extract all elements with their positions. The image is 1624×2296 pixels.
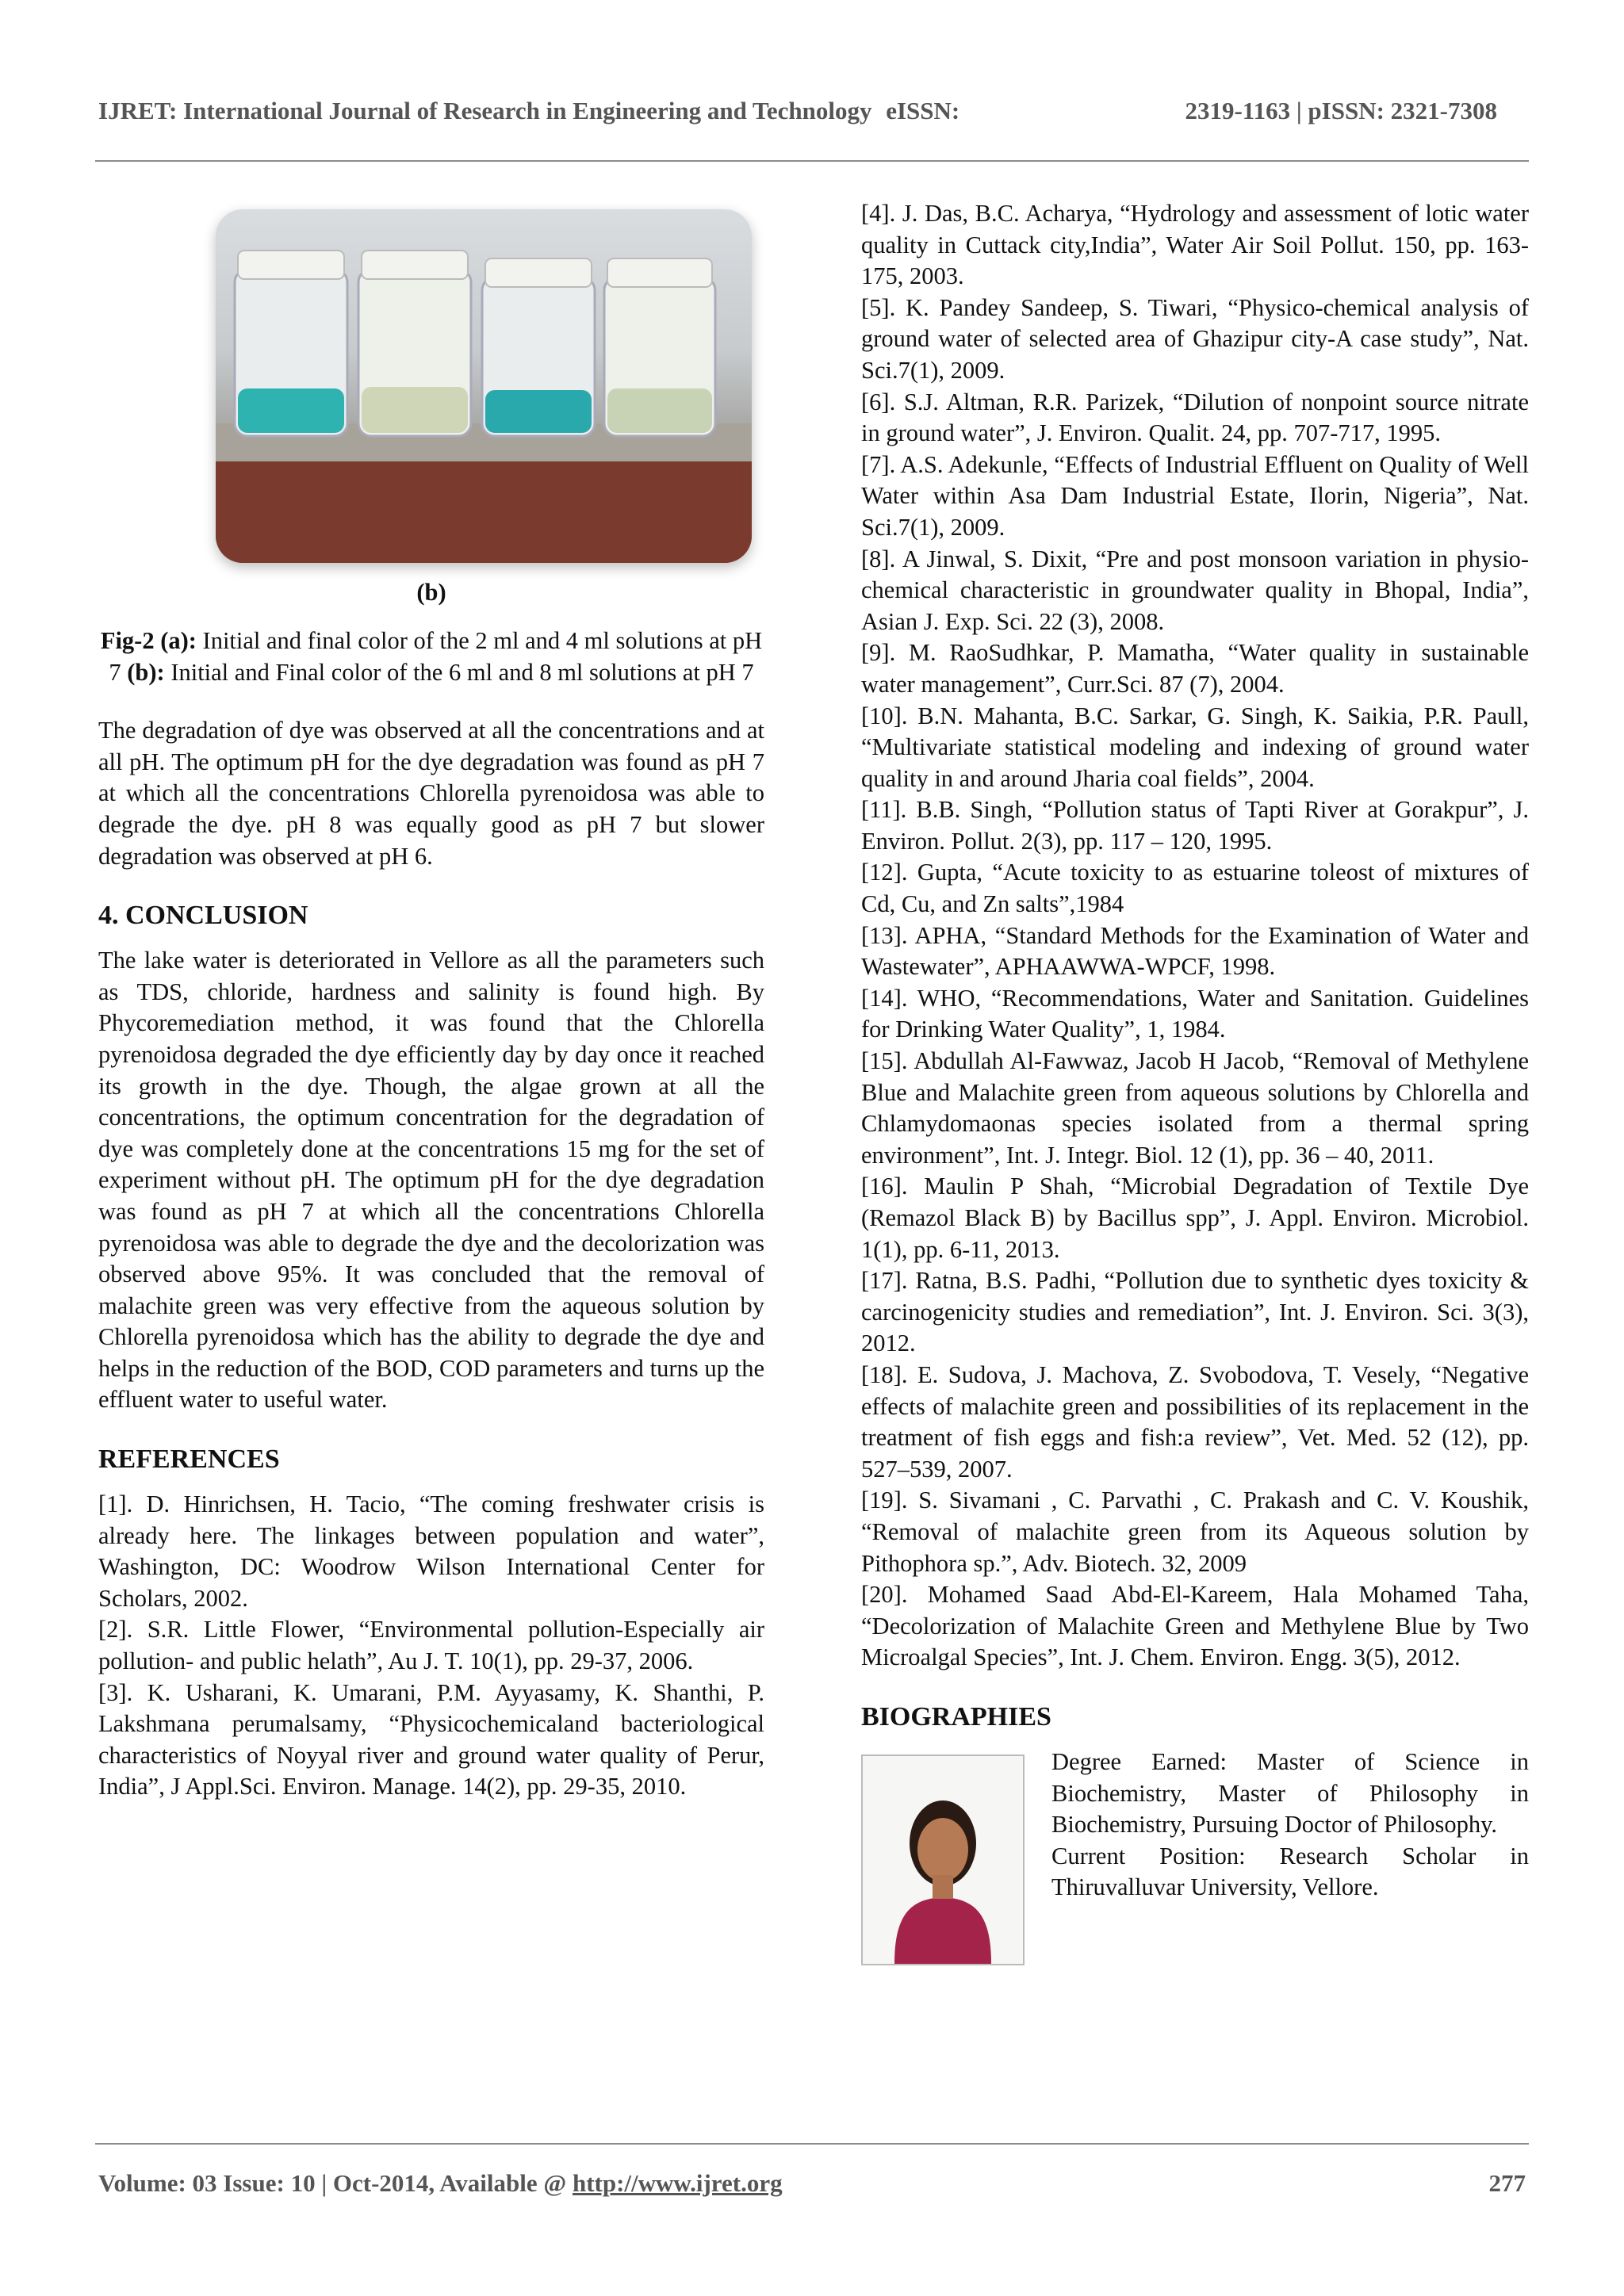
caption-b-label: (b):: [127, 658, 165, 686]
degradation-paragraph: The degradation of dye was observed at all the concentrations and at all pH. The optimum pH for the dye degradation was found as pH 7 at which all the concentrations Chlorella pyrenoidosa was able to degrade the dye. pH 8 was equally good as pH 7 but slower degradation was observed at pH 6.: [98, 717, 764, 870]
reference-6: [6]. S.J. Altman, R.R. Parizek, “Dilution of nonpoint source nitrate in ground water”, J. Environ. Qualit. 24, pp. 707-717, 1995.: [861, 388, 1529, 447]
footer-volume: Volume: 03 Issue: 10 | Oct-2014, Available @: [98, 2169, 573, 2197]
biographies-heading: BIOGRAPHIES: [861, 1701, 1051, 1732]
reference-4: [4]. J. Das, B.C. Acharya, “Hydrology and assessment of lotic water quality in Cuttack city,India”, Water Air Soil Pollut. 150, pp. 163-175, 2003.: [861, 200, 1529, 290]
reference-10: [10]. B.N. Mahanta, B.C. Sarkar, G. Singh, K. Saikia, P.R. Paull, “Multivariate statistical modeling and indexing of ground water quality in and around Jharia coal fields”, 2004.: [861, 702, 1529, 792]
reference-16: [16]. Maulin P Shah, “Microbial Degradation of Textile Dye (Remazol Black B) by Bacillus spp”, J. Appl. Environ. Microbiol. 1(1), pp. 6-11, 2013.: [861, 1173, 1529, 1263]
reference-15: [15]. Abdullah Al-Fawwaz, Jacob H Jacob, “Removal of Methylene Blue and Malachite green from aqueous solutions by Chlorella and Chlamydomaonas species isolated from a thermal spring environment”, Int. J. Integr. Biol. 12 (1), pp. 36 – 40, 2011.: [861, 1047, 1529, 1169]
jars-photo: [216, 209, 752, 563]
jar-1: [235, 251, 347, 436]
left-column: [98, 198, 764, 1803]
reference-3: [3]. K. Usharani, K. Umarani, P.M. Ayyasamy, K. Shanthi, P. Lakshmana perumalsamy, “Physicochemicaland bacteriological characteristics of Noyyal river and ground water quality of Perur, India”, J Appl.Sci. Environ. Manage. 14(2), pp. 29-35, 2010.: [98, 1678, 764, 1800]
figure-sublabel: (b): [416, 579, 446, 606]
caption-a-text: Initial and final color of the 2 ml and 4 ml solutions at pH 7: [109, 627, 763, 686]
jar-2: [358, 251, 471, 436]
reference-18: [18]. E. Sudova, J. Machova, Z. Svobodova, T. Vesely, “Negative effects of malachite green and possibilities of its replacement in the treatment of fish eggs and fish:a review”, Vet. Med. 52 (12), pp. 527–539, 2007.: [861, 1360, 1529, 1483]
journal-title: IJRET: International Journal of Research in Engineering and Technology: [98, 97, 872, 124]
references-heading: REFERENCES: [98, 1445, 280, 1475]
reference-17: [17]. Ratna, B.S. Padhi, “Pollution due to synthetic dyes toxicity & carcinogenicity studies and remediation”, Int. J. Environ. Sci. 3(3), 2012.: [861, 1267, 1529, 1357]
issn-numbers: 2319-1163 | pISSN: 2321-7308: [1185, 97, 1497, 124]
biography-text: [1051, 1747, 1529, 1904]
eissn-label: eISSN:: [886, 97, 960, 124]
reference-5: [5]. K. Pandey Sandeep, S. Tiwari, “Physico-chemical analysis of ground water of selected area of Ghazipur city-A case study”, Nat. Sci.7(1), 2009.: [861, 293, 1529, 384]
journal-url-link[interactable]: http://www.ijret.org: [572, 2169, 783, 2197]
reference-9: [9]. M. RaoSudhkar, P. Mamatha, “Water quality in sustainable water management”, Curr.Sci. 87 (7), 2004.: [861, 639, 1529, 698]
biography-block: [861, 1747, 1529, 1969]
caption-a-label: Fig-2 (a):: [100, 627, 197, 654]
reference-11: [11]. B.B. Singh, “Pollution status of Tapti River at Gorakpur”, J. Environ. Pollut. 2(3), pp. 117 – 120, 1995.: [861, 796, 1529, 855]
reference-1: [1]. D. Hinrichsen, H. Tacio, “The coming freshwater crisis is already here. The linkages between population and water”, Washington, DC: Woodrow Wilson International Center for Scholars, 2002.: [98, 1490, 764, 1612]
reference-8: [8]. A Jinwal, S. Dixit, “Pre and post monsoon variation in physio-chemical characteristic in groundwater quality in Bhopal, India”, Asian J. Exp. Sci. 22 (3), 2008.: [861, 545, 1529, 635]
conclusion-paragraph: The lake water is deteriorated in Vellore as all the parameters such as TDS, chloride, hardness and salinity is found high. By Phycoremediation method, it was found that the Chlorella pyrenoidosa degraded the dye efficiently day by day once it reached its growth in the dye. Though, the algae grown at all the concentrations, the optimum concentration for the degradation of dye was completely done at the concentrations 15 mg for the set of experiment without pH. The optimum pH for the dye degradation was found as pH 7 at which all the concentrations Chlorella pyrenoidosa was able to degrade the dye and the decolorization was observed above 95%. It was concluded that the removal of malachite green was very effective from the aqueous solution by Chlorella pyrenoidosa which has the ability to degrade the dye and helps in the reduction of the BOD, COD parameters and turns up the effluent water to useful water.: [98, 947, 764, 1414]
conclusion-heading: 4. CONCLUSION: [98, 901, 308, 931]
right-column: [861, 198, 1529, 1969]
jars-illustration: [216, 209, 752, 563]
bio-position: Current Position: Research Scholar in Thiruvalluvar University, Vellore.: [1051, 1842, 1529, 1901]
bench-surface: [216, 455, 752, 563]
author-photo: [861, 1755, 1025, 1965]
reference-13: [13]. APHA, “Standard Methods for the Examination of Water and Wastewater”, APHAAWWA-WPCF, 1998.: [861, 921, 1529, 981]
reference-12: [12]. Gupta, “Acute toxicity to as estuarine toleost of mixtures of Cd, Cu, and Zn salts”,1984: [861, 859, 1529, 918]
jar-4: [604, 258, 715, 436]
caption-b-text: Initial and Final color of the 6 ml and 8 ml solutions at pH 7: [164, 658, 754, 686]
footer-rule: [95, 2143, 1529, 2145]
running-footer: [98, 2169, 1526, 2198]
jar-3: [482, 258, 595, 436]
page-number: 277: [1488, 2169, 1526, 2197]
running-header: [98, 97, 1534, 125]
reference-7: [7]. A.S. Adekunle, “Effects of Industrial Effluent on Quality of Well Water within Asa Dam Industrial Estate, Ilorin, Nigeria”, Nat. Sci.7(1), 2009.: [861, 450, 1529, 541]
bio-degree: Degree Earned: Master of Science in Biochemistry, Master of Philosophy in Biochemistry, Pursuing Doctor of Philosophy.: [1051, 1747, 1529, 1839]
author-portrait: [863, 1756, 1023, 1964]
reference-19: [19]. S. Sivamani , C. Parvathi , C. Prakash and C. V. Koushik, “Removal of malachite green from its Aqueous solution by Pithophora sp.”, Adv. Biotech. 32, 2009: [861, 1487, 1529, 1577]
figure-caption: [98, 626, 764, 688]
figure-2b: [98, 198, 764, 571]
header-rule: [95, 160, 1529, 162]
reference-2: [2]. S.R. Little Flower, “Environmental pollution-Especially air pollution- and public helath”, Au J. T. 10(1), pp. 29-37, 2006.: [98, 1616, 764, 1675]
reference-20: [20]. Mohamed Saad Abd-El-Kareem, Hala Mohamed Taha, “Decolorization of Malachite Green and Methylene Blue by Two Microalgal Species”, Int. J. Chem. Environ. Engg. 3(5), 2012.: [861, 1581, 1529, 1671]
reference-14: [14]. WHO, “Recommendations, Water and Sanitation. Guidelines for Drinking Water Quality”, 1, 1984.: [861, 984, 1529, 1043]
